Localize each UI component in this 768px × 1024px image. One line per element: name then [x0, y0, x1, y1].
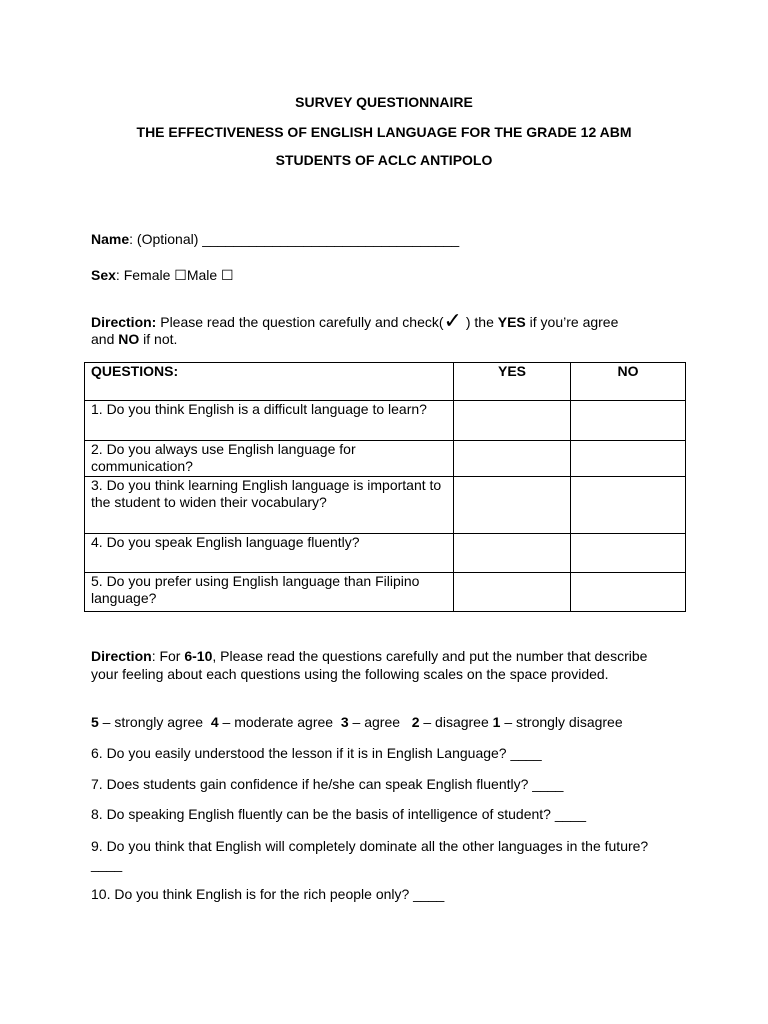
table-header-row — [85, 363, 686, 401]
name-label: Name — [91, 231, 130, 247]
yes-word: YES — [497, 314, 526, 330]
yes-cell[interactable] — [454, 573, 571, 612]
scale-label: – agree — [348, 714, 412, 730]
direction-1-text-a: Please read the question carefully and check( — [156, 314, 444, 330]
direction-1-text-b: ) the — [461, 314, 498, 330]
no-word: NO — [118, 331, 140, 347]
no-cell[interactable] — [571, 441, 686, 477]
question-text: 1. Do you think English is a difficult language to learn? — [85, 401, 454, 441]
sex-field[interactable] — [91, 267, 234, 284]
scale-num: 4 — [210, 714, 219, 730]
direction-1-text-d: and — [91, 331, 119, 347]
scaled-question-6[interactable]: 6. Do you easily understood the lesson if it is in English Language? ____ — [91, 745, 542, 761]
scale-legend — [91, 714, 623, 731]
header-no: NO — [571, 363, 686, 401]
direction-1-label: Direction: — [91, 314, 157, 330]
no-cell[interactable] — [571, 534, 686, 573]
scaled-question-9[interactable]: 9. Do you think that English will completely dominate all the other languages in the future? ____ — [91, 838, 649, 872]
scaled-question-10[interactable]: 10. Do you think English is for the rich people only? ____ — [91, 886, 445, 902]
survey-title: SURVEY QUESTIONNAIRE — [295, 94, 473, 110]
table-row — [85, 441, 686, 477]
direction-1-line1 — [91, 308, 619, 333]
direction-2 — [91, 647, 671, 683]
question-text: 2. Do you always use English language for communication? — [85, 441, 454, 477]
scaled-question-8[interactable]: 8. Do speaking English fluently can be the basis of intelligence of student? ____ — [91, 806, 586, 822]
survey-subtitle-line1: THE EFFECTIVENESS OF ENGLISH LANGUAGE FOR THE GRADE 12 ABM — [136, 124, 632, 140]
scale-label: – moderate agree — [218, 714, 341, 730]
no-cell[interactable] — [571, 401, 686, 441]
table-row — [85, 534, 686, 573]
no-cell[interactable] — [571, 477, 686, 534]
header-questions: QUESTIONS: — [85, 363, 454, 401]
scale-label: – disagree — [419, 714, 493, 730]
yes-cell[interactable] — [454, 441, 571, 477]
table-row — [85, 573, 686, 612]
yes-cell[interactable] — [454, 477, 571, 534]
name-field[interactable] — [91, 231, 459, 248]
sex-label: Sex — [91, 267, 116, 283]
table-row — [85, 401, 686, 441]
question-text: 3. Do you think learning English language is important to the student to widen their vocabulary? — [85, 477, 454, 534]
direction-2-text-b: , Please read the questions carefully and put the number that describe your feeling about each questions using the following scales on the space provided. — [91, 648, 648, 682]
questions-table — [84, 362, 686, 612]
scale-num: 2 — [411, 714, 420, 730]
scale-num: 3 — [340, 714, 349, 730]
scaled-question-7[interactable]: 7. Does students gain confidence if he/she can speak English fluently? ____ — [91, 776, 564, 792]
direction-2-label: Direction — [91, 648, 152, 664]
name-blank[interactable]: : (Optional) _________________________________ — [129, 231, 460, 247]
no-cell[interactable] — [571, 573, 686, 612]
scale-label: – strongly disagree — [500, 714, 623, 730]
header-yes: YES — [454, 363, 571, 401]
scale-label: – strongly agree — [98, 714, 211, 730]
scale-num: 1 — [492, 714, 501, 730]
yes-cell[interactable] — [454, 401, 571, 441]
direction-2-range: 6-10 — [184, 648, 213, 664]
scale-num: 5 — [91, 714, 99, 730]
table-row — [85, 477, 686, 534]
direction-1-text-e: if not. — [139, 331, 178, 347]
survey-subtitle-line2: STUDENTS OF ACLC ANTIPOLO — [275, 152, 493, 168]
question-text: 4. Do you speak English language fluently? — [85, 534, 454, 573]
direction-2-text-a: : For — [151, 648, 185, 664]
sex-options[interactable]: : Female ☐Male ☐ — [115, 267, 234, 283]
checkmark-icon: ✓ — [443, 308, 462, 333]
direction-1-line2 — [91, 331, 177, 348]
yes-cell[interactable] — [454, 534, 571, 573]
question-text: 5. Do you prefer using English language than Filipino language? — [85, 573, 454, 612]
direction-1-text-c: if you’re agree — [525, 314, 619, 330]
